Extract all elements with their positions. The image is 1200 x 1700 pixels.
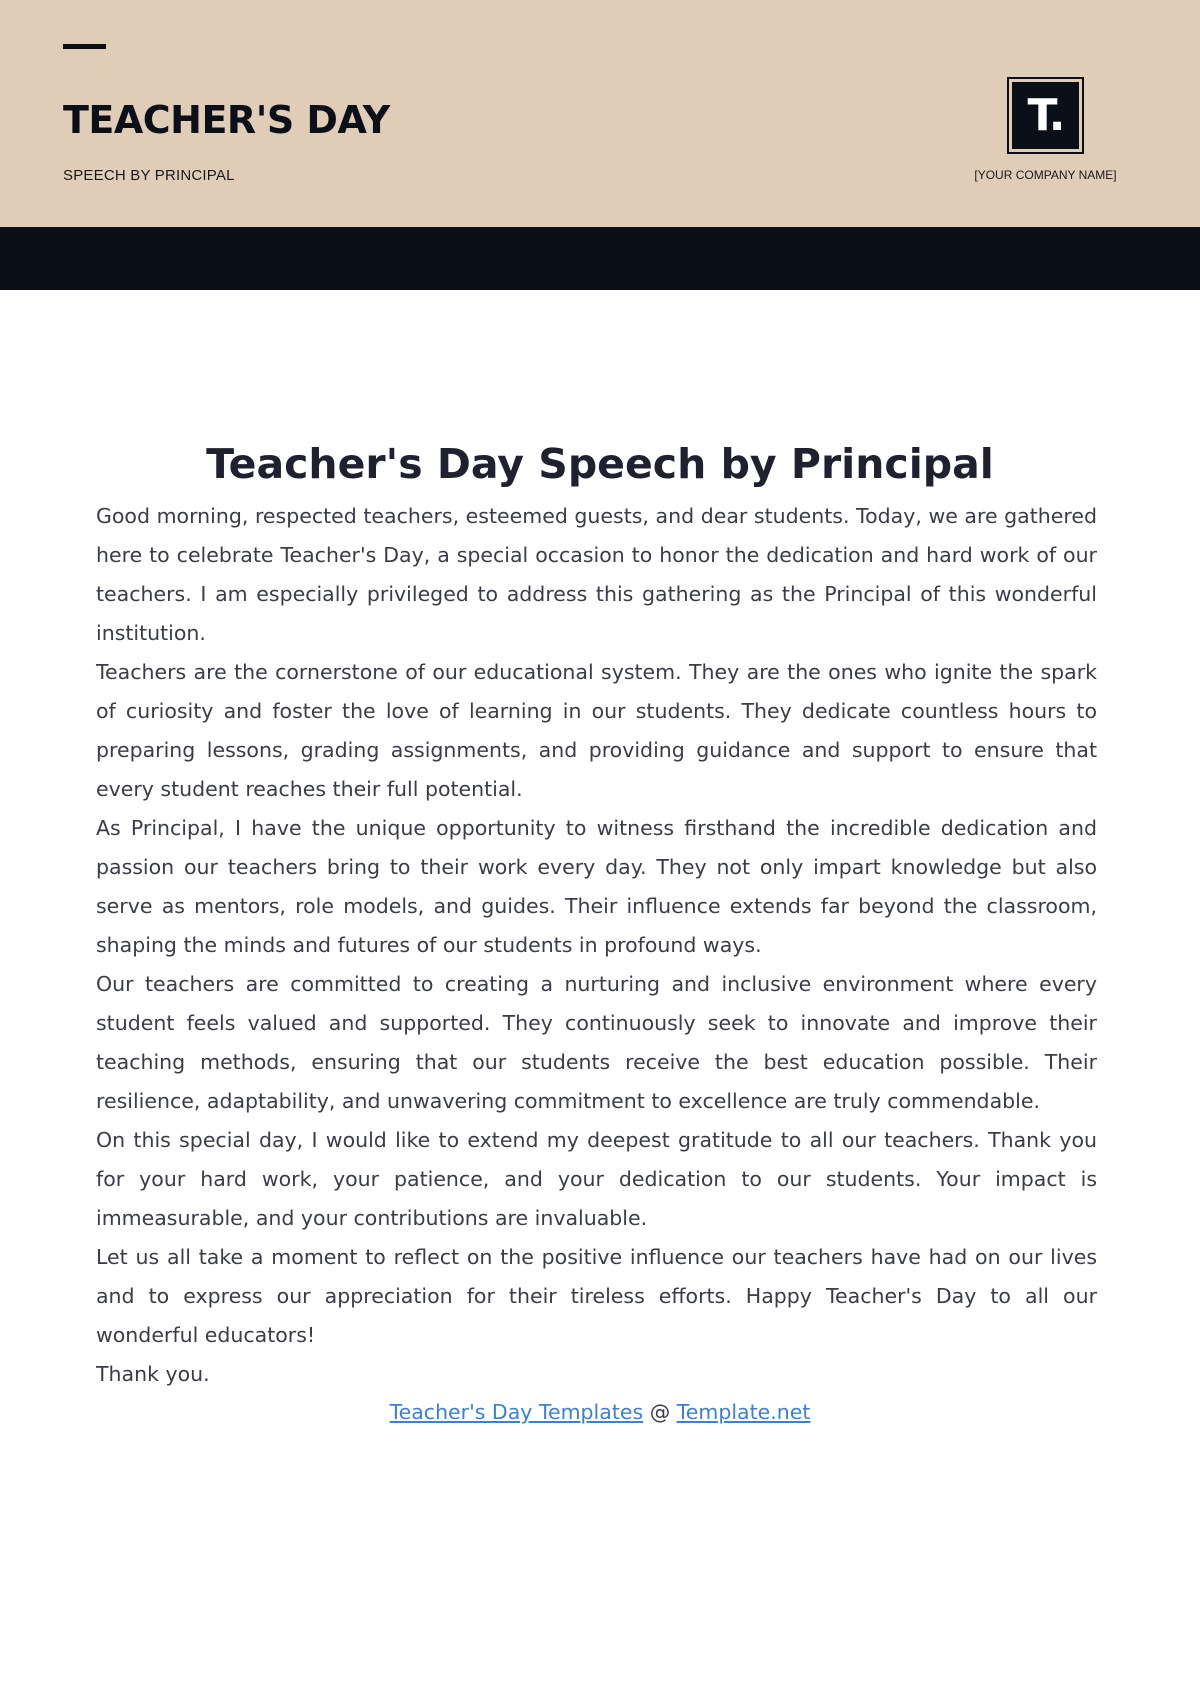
paragraph-greeting: Good morning, respected teachers, esteemed guests, and dear students. Today, we are gathered here to celebrate Teacher's Day, a special occasion to honor the dedication and hard work of our teachers. I am especially privileged to address this gathering as the Principal of this wonderful institution. (96, 504, 1097, 645)
speech-body (96, 497, 1097, 1394)
teachers-day-templates-link[interactable]: Teacher's Day Templates (389, 1400, 644, 1424)
dark-divider-band (0, 227, 1200, 290)
header-title: TEACHER'S DAY (63, 98, 390, 142)
paragraph-commitment: Our teachers are committed to creating a nurturing and inclusive environment where every student feels valued and supported. They continuously seek to innovate and improve their teaching methods, ensuring that our students receive the best education possible. Their resilience, adaptability, and unwavering commitment to excellence are truly commendable. (96, 972, 1097, 1113)
paragraph-reflection: Let us all take a moment to reflect on the positive influence our teachers have had on our lives and to express our appreciation for their tireless efforts. Happy Teacher's Day to all our wonderful educators! (96, 1245, 1097, 1347)
paragraph-gratitude: On this special day, I would like to extend my deepest gratitude to all our teachers. Thank you for your hard work, your patience, and your dedication to our students. Your impact is immeasurable, and your contributions are invaluable. (96, 1128, 1097, 1230)
company-logo-icon (1007, 77, 1084, 154)
header-dash-decoration (63, 44, 106, 49)
template-net-link[interactable]: Template.net (676, 1400, 811, 1424)
header-banner (0, 0, 1200, 227)
paragraph-cornerstone: Teachers are the cornerstone of our educational system. They are the ones who ignite the spark of curiosity and foster the love of learning in our students. They dedicate countless hours to preparing lessons, grading assignments, and providing guidance and support to ensure that every student reaches their full potential. (96, 660, 1097, 801)
company-name: [YOUR COMPANY NAME] (974, 168, 1117, 182)
paragraph-principal-witness: As Principal, I have the unique opportunity to witness firsthand the incredible dedication and passion our teachers bring to their work every day. They not only impart knowledge but also serve as mentors, role models, and guides. Their influence extends far beyond the classroom, shaping the minds and futures of our students in profound ways. (96, 816, 1097, 957)
footer-separator: @ (649, 1400, 671, 1424)
footer-links (0, 1393, 1200, 1432)
document-title: Teacher's Day Speech by Principal (206, 440, 994, 488)
paragraph-closing: Thank you. (96, 1362, 210, 1386)
logo-mark: T. (1012, 82, 1079, 149)
header-subtitle: SPEECH BY PRINCIPAL (63, 167, 235, 184)
